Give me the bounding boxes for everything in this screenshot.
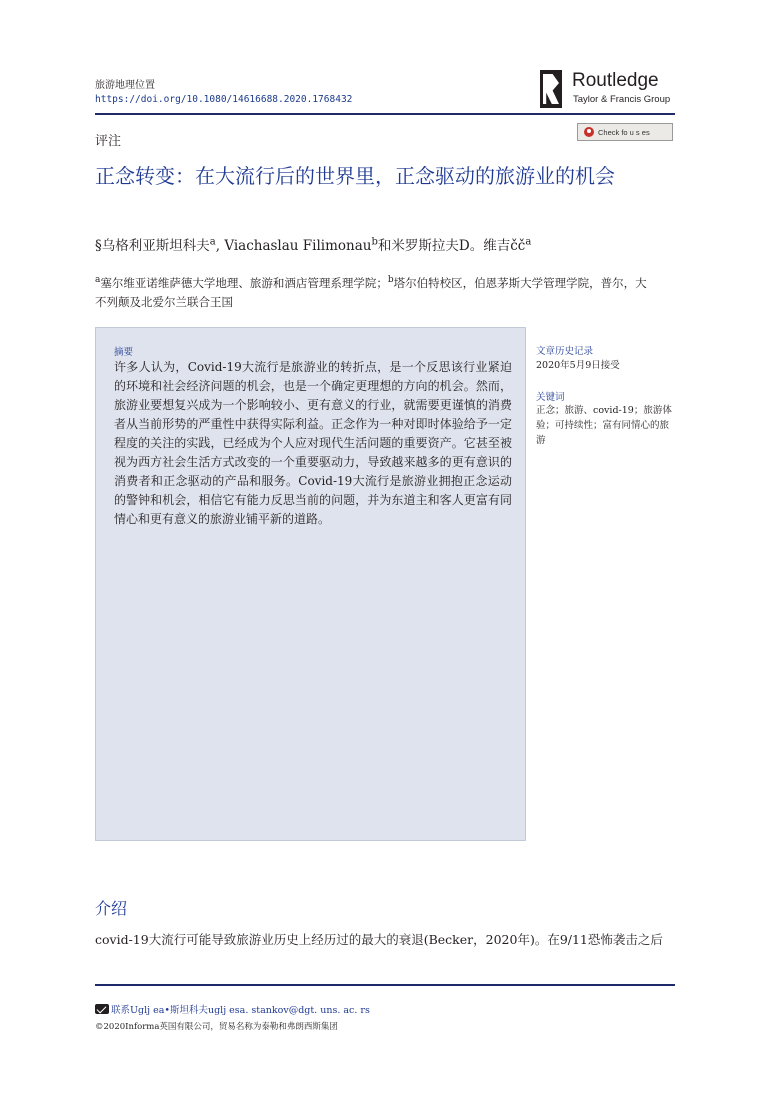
keywords-text: 正念；旅游、covid-19；旅游体验；可持续性；富有同情心的旅游 xyxy=(536,405,672,446)
header-rule xyxy=(95,113,675,115)
author-separator: , xyxy=(215,238,225,254)
intro-paragraph: covid-19大流行可能导致旅游业历史上经历过的最大的衰退(Becker，2020年)。在9/11恐怖袭击之后 xyxy=(95,932,663,947)
author-name: 米罗斯拉夫D。维吉čč xyxy=(391,238,526,254)
affil-sup: b xyxy=(387,275,394,285)
abstract-text: 许多人认为，Covid-19大流行是旅游业的转折点，是一个反思该行业紧迫的环境和社会经济问题的机会，也是一个确定更理想的方向的机会。然而，旅游业要想复兴成为一个影响较小、更有意义的行业，就需要更谨慎的消费者从当前形势的严重性中获得实际利益。正念作为一种对即时体验给予一定程度的关注的实践，已经成为个人应对现代生活问题的重要资产。它甚至被视为西方社会生活方式改变的一个重要驱动力，导致越来越多的更有意识的消费者和正念驱动的产品和服务。Covid-19大流行是旅游业拥抱正念运动的警钟和机会，相信它有能力反思当前的问题，并为东道主和客人更富有同情心和更有意义的旅游业铺平新的道路。 xyxy=(114,360,512,526)
email-icon xyxy=(95,1004,109,1014)
affiliation-text: 塔尔伯特校区，伯恩茅斯大学管理学院，普尔，大不列颠及北爱尔兰联合王国 xyxy=(95,275,647,309)
article-history-heading: 文章历史记录 xyxy=(536,346,594,357)
article-history-text: 2020年5月9日接受 xyxy=(536,360,620,371)
section-label: 评注 xyxy=(95,134,122,149)
author-separator: 和 xyxy=(377,238,392,254)
contact-text[interactable]: 联系Uglj ea•斯坦科夫uglj esa. stankov@dgt. uns. ac. rs xyxy=(111,1005,370,1016)
article-title: 正念转变：在大流行后的世界里，正念驱动的旅游业的机会 xyxy=(95,164,615,188)
abstract-heading: 摘要 xyxy=(114,347,134,358)
author-affil-sup: b xyxy=(371,236,378,248)
check-updates-button[interactable] xyxy=(577,123,673,141)
intro-heading: 介绍 xyxy=(95,899,128,918)
author-name: Viachaslau Filimonau xyxy=(224,238,372,254)
keywords-heading: 关键词 xyxy=(536,392,565,403)
publisher-name: Routledge xyxy=(572,70,659,91)
author-list xyxy=(95,234,695,254)
routledge-logo-icon xyxy=(540,70,562,108)
affiliations xyxy=(95,271,655,312)
crossmark-icon xyxy=(584,127,594,137)
publisher-logo xyxy=(540,70,680,110)
check-updates-label: Check fo u s es xyxy=(598,127,650,137)
doi-link[interactable]: https://doi.org/10.1080/14616688.2020.1768432 xyxy=(95,94,353,105)
affiliation-text: 塞尔维亚诺维萨德大学地理、旅游和酒店管理系理学院； xyxy=(100,275,388,290)
contact-line xyxy=(95,1002,370,1016)
journal-name: 旅游地理位置 xyxy=(95,80,155,91)
copyright-text: ©2020Informa英国有限公司，贸易名称为泰勒和弗朗西斯集团 xyxy=(95,1022,338,1032)
affil-sup: a xyxy=(95,275,101,285)
author-affil-sup: a xyxy=(209,236,216,248)
author-name: §乌格利亚斯坦科夫 xyxy=(95,238,210,254)
author-affil-sup: a xyxy=(525,236,532,248)
footer-rule xyxy=(95,984,675,986)
publisher-subtitle: Taylor & Francis Group xyxy=(573,94,671,105)
